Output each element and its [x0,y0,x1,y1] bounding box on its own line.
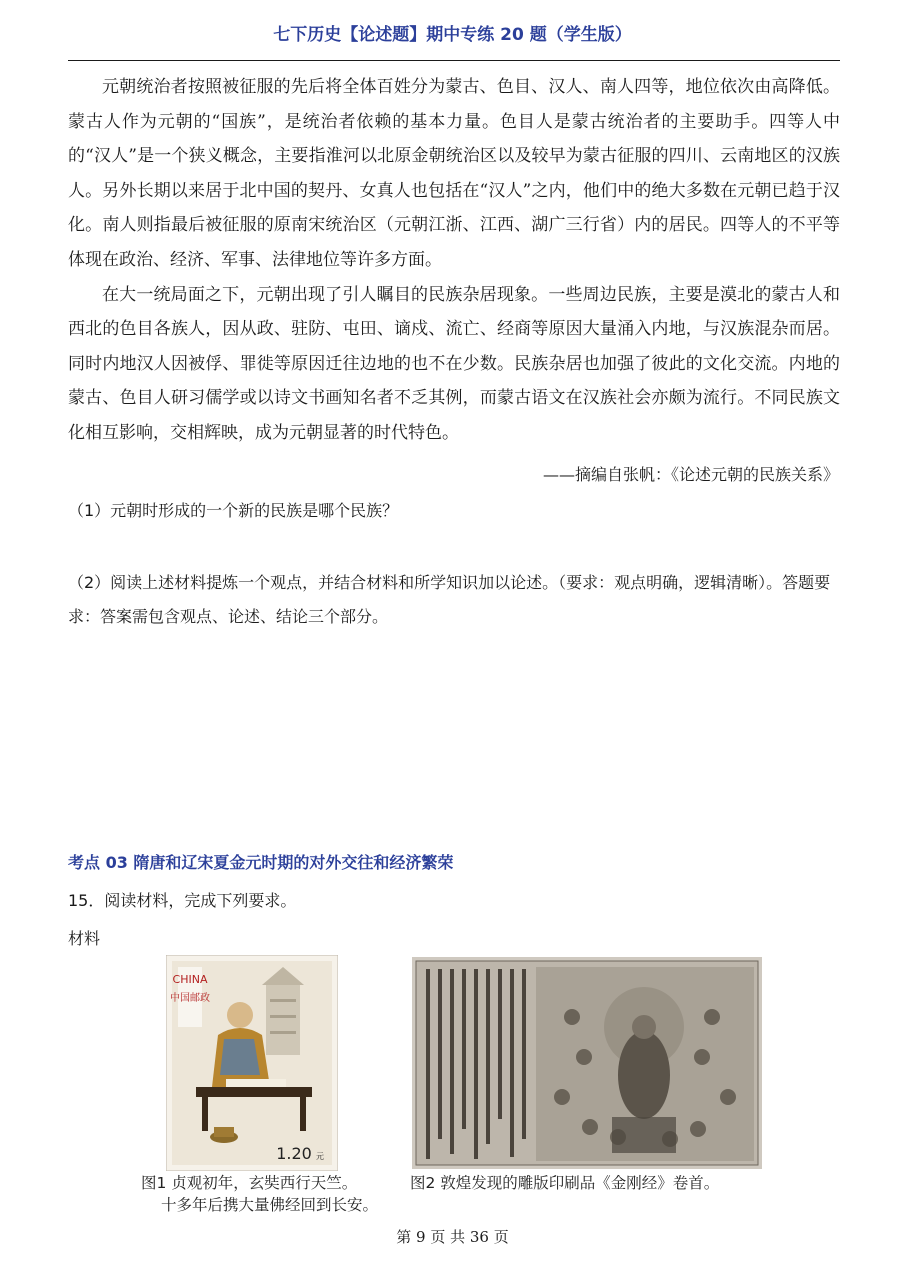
question-1: （1）元朝时形成的一个新的民族是哪个民族？ [68,501,399,520]
passage-paragraph-2: 在大一统局面之下，元朝出现了引人瞩目的民族杂居现象。一些周边民族，主要是漠北的蒙古人和西北的色目各族人，因从政、驻防、屯田、谪戍、流亡、经商等原因大量涌入内地，与汉族混杂而居。同时内地汉人因被俘、罪徙等原因迁往边地的也不在少数。民族杂居也加强了彼此的文化交流。内地的蒙古、色目人研习儒学或以诗文书画知名者不乏其例，而蒙古语文在汉族社会亦颇为流行。不同民族文化相互影响，交相辉映，成为元朝显著的时代特色。 [68,284,840,443]
header-divider [68,60,840,61]
figure-1-stamp-image [166,955,338,1171]
stamp-value: 1.20 [276,1144,312,1163]
figure-2-diamond-sutra-image [412,957,762,1169]
stamp-china-text: CHINA [172,973,208,986]
figure-1-caption-line-1: 图1 贞观初年，玄奘西行天竺。 [141,1174,358,1192]
passage-paragraph-1: 元朝统治者按照被征服的先后将全体百姓分为蒙古、色目、汉人、南人四等，地位依次由高降低。蒙古人作为元朝的“国族”，是统治者依赖的基本力量。色目人是蒙古统治者的主要助手。四等人中的“汉人”是一个狭义概念，主要指淮河以北原金朝统治区以及较早为蒙古征服的四川、云南地区的汉族人。另外长期以来居于北中国的契丹、女真人也包括在“汉人”之内，他们中的绝大多数在元朝已趋于汉化。南人则指最后被征服的原南宋统治区（元朝江浙、江西、湖广三行省）内的居民。四等人的不平等体现在政治、经济、军事、法律地位等许多方面。 [68,77,840,270]
page-number-footer: 第 9 页 共 36 页 [396,1228,509,1246]
stamp-postal-text: 中国邮政 [170,993,210,1004]
reading-passage [68,70,840,451]
figure-1-caption-line-2: 十多年后携大量佛经回到长安。 [161,1196,379,1214]
stamp-unit: 元 [316,1152,324,1161]
page-header-title: 七下历史【论述题】期中专练 20 题（学生版） [273,25,632,45]
figure-1-caption [141,1172,401,1216]
question-2: （2）阅读上述材料提炼一个观点，并结合材料和所学知识加以论述。（要求：观点明确，逻辑清晰）。答题要求：答案需包含观点、论述、结论三个部分。 [68,573,831,626]
passage-source: ——摘编自张帆：《论述元朝的民族关系》 [542,465,839,484]
question-15-prompt: 15．阅读材料，完成下列要求。 [68,891,297,910]
figure-2-caption: 图2 敦煌发现的雕版印刷品《金刚经》卷首。 [410,1174,720,1192]
material-label: 材料 [68,929,101,948]
section-title: 考点 03 隋唐和辽宋夏金元时期的对外交往和经济繁荣 [68,853,454,872]
